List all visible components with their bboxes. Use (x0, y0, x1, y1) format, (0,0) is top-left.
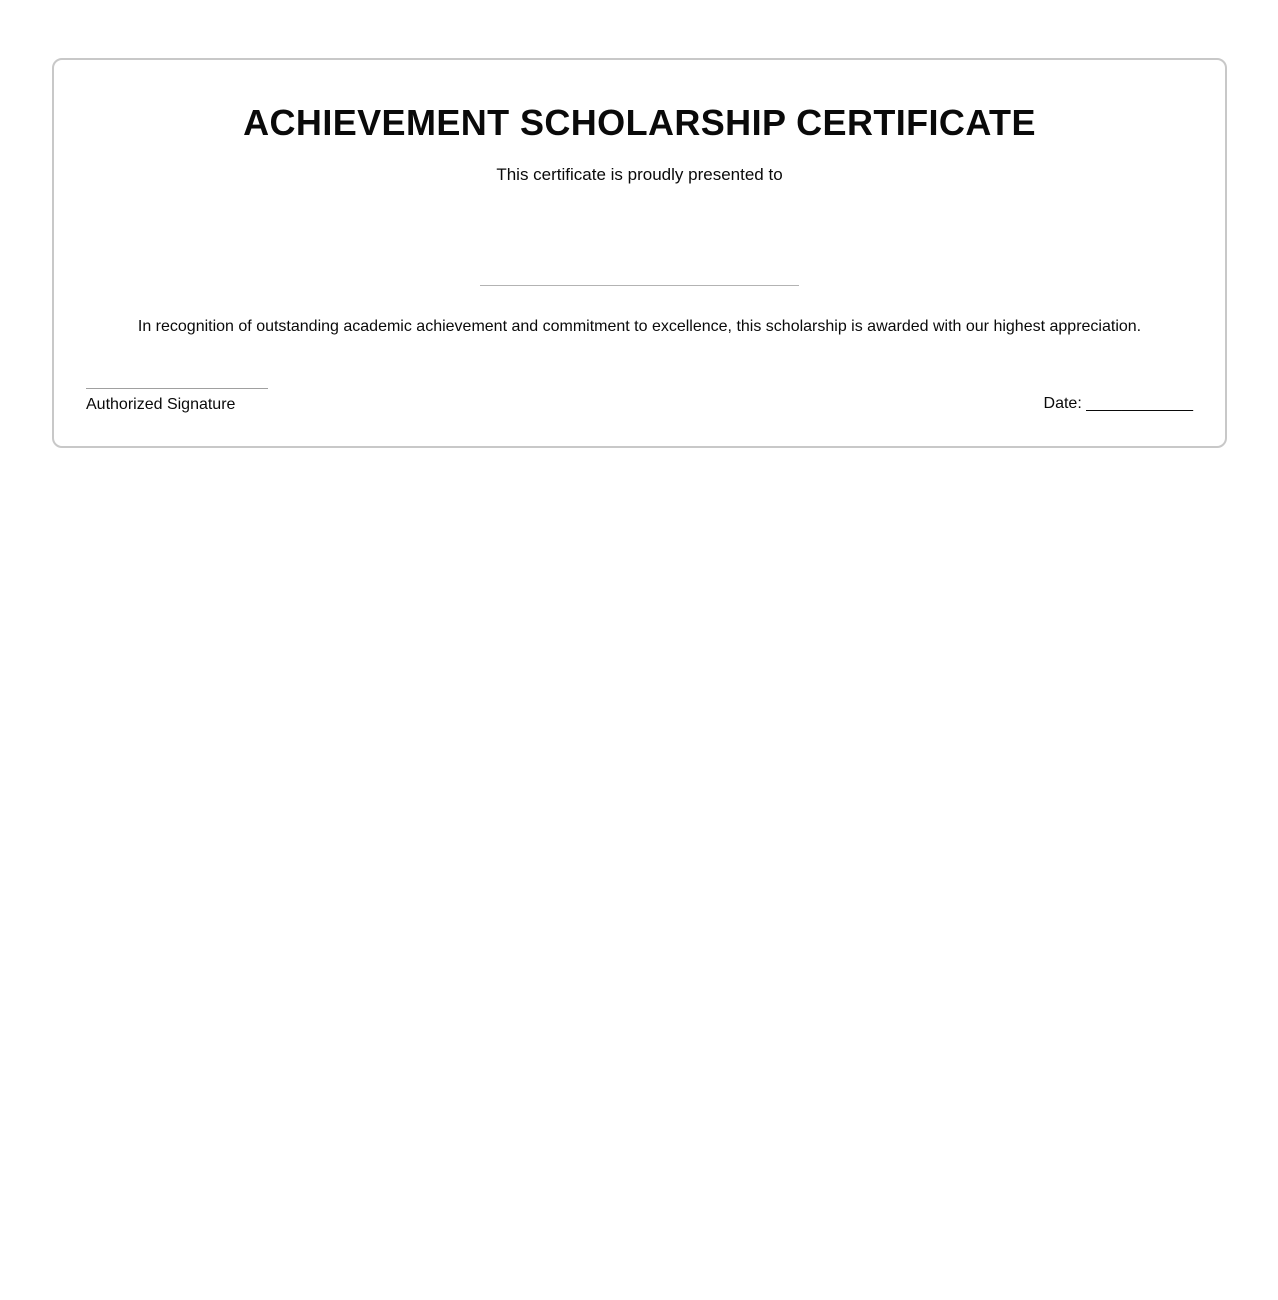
date-label: Date: (1043, 395, 1082, 412)
signature-block (86, 388, 268, 414)
signature-label: Authorized Signature (86, 396, 236, 413)
recipient-name-line (480, 285, 799, 286)
certificate-title: ACHIEVEMENT SCHOLARSHIP CERTIFICATE (243, 102, 1036, 143)
date-blank-line: ____________ (1086, 395, 1193, 412)
date-block (1044, 395, 1193, 414)
certificate-card (52, 58, 1227, 448)
certificate-footer (86, 388, 1193, 414)
certificate-body-text: In recognition of outstanding academic achievement and commitment to excellence, this scholarship is awarded with our highest appreciation. (137, 318, 1142, 335)
certificate-subtitle: This certificate is proudly presented to (496, 165, 783, 184)
